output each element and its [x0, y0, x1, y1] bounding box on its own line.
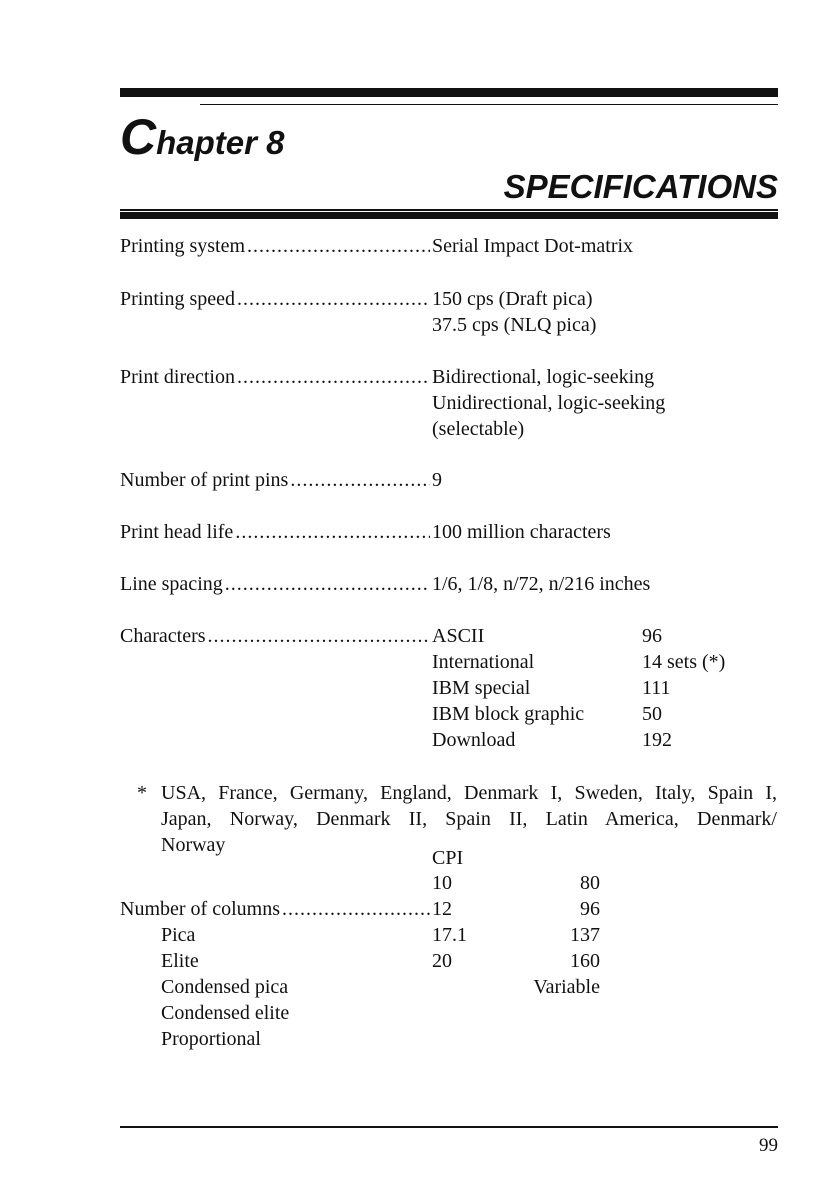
spec-values-printing-system — [432, 233, 633, 259]
column-count: 160 — [570, 950, 600, 972]
font-type: Elite — [161, 950, 199, 972]
dot-leader — [208, 623, 430, 649]
spec-label: Print direction — [120, 366, 235, 388]
spec-value: 150 cps (Draft pica) — [432, 288, 593, 310]
dot-leader — [290, 467, 430, 493]
cpi-value: 17.1 — [432, 924, 467, 946]
spec-values-printing-speed — [432, 286, 596, 338]
character-set-names — [432, 623, 584, 753]
spec-label: Print head life — [120, 521, 234, 543]
cpi-value: 12 — [432, 898, 452, 920]
column-count: Variable — [533, 976, 600, 998]
spec-row-printing-speed — [120, 286, 432, 312]
font-type: Condensed elite — [161, 1002, 290, 1024]
cpi-value: 10 — [432, 872, 452, 894]
character-set-count: 50 — [642, 703, 662, 725]
page-number: 99 — [759, 1135, 778, 1156]
spec-value: Unidirectional, logic-seeking — [432, 392, 666, 414]
title-thin-rule — [120, 209, 778, 211]
page-title: SPECIFICATIONS — [503, 168, 778, 205]
spec-value: Bidirectional, logic-seeking — [432, 366, 655, 388]
character-set-name: International — [432, 651, 535, 673]
character-set-name: Download — [432, 729, 516, 751]
spec-label: Printing speed — [120, 288, 235, 310]
spec-values-print-pins — [432, 467, 442, 493]
top-thin-rule — [200, 104, 778, 105]
footnote-line: Japan, Norway, Denmark II, Spain II, Latin America, Denmark/ — [161, 808, 777, 830]
cpi-value: 20 — [432, 950, 452, 972]
dot-leader — [235, 519, 430, 545]
spec-label: Printing system — [120, 235, 246, 257]
footnote-marker: * — [137, 782, 147, 804]
spec-row-printing-system — [120, 233, 432, 259]
spec-label: Line spacing — [120, 573, 223, 595]
title-thick-rule — [120, 212, 778, 219]
dot-leader — [225, 571, 430, 597]
spec-values-print-direction — [432, 364, 665, 442]
font-type: Proportional — [161, 1028, 261, 1050]
chapter-initial: C — [120, 109, 157, 165]
column-count: 80 — [580, 872, 600, 894]
spec-label: Characters — [120, 625, 206, 647]
spec-value: 1/6, 1/8, n/72, n/216 inches — [432, 573, 651, 595]
column-count: 137 — [570, 924, 600, 946]
spec-value: 9 — [432, 469, 442, 491]
font-type-list — [161, 922, 289, 1052]
footnote-line: USA, France, Germany, England, Denmark I, Sweden, Italy, Spain I, — [161, 782, 777, 804]
spec-row-print-direction — [120, 364, 432, 390]
character-set-counts — [642, 623, 725, 753]
character-set-count: 14 sets (*) — [642, 651, 726, 673]
dot-leader — [237, 364, 430, 390]
dot-leader — [247, 233, 430, 259]
spec-row-print-pins — [120, 467, 432, 493]
top-thick-rule — [120, 88, 778, 97]
chapter-heading — [120, 108, 284, 166]
columns-label: Number of columns — [120, 898, 280, 920]
spec-row-print-head-life — [120, 519, 432, 545]
spec-value: (selectable) — [432, 418, 525, 440]
dot-leader — [282, 896, 430, 922]
character-set-count: 96 — [642, 625, 662, 647]
character-set-count: 192 — [642, 729, 672, 751]
spec-value: Serial Impact Dot-matrix — [432, 235, 634, 257]
chapter-label: hapter 8 — [156, 124, 285, 161]
font-type: Pica — [161, 924, 196, 946]
character-set-name: IBM special — [432, 677, 531, 699]
spec-value: 100 million characters — [432, 521, 611, 543]
cpi-header: CPI — [432, 847, 464, 869]
column-count: 96 — [580, 898, 600, 920]
footer-rule — [120, 1126, 778, 1128]
spec-values-print-head-life — [432, 519, 611, 545]
spec-row-line-spacing — [120, 571, 432, 597]
spec-value: 37.5 cps (NLQ pica) — [432, 314, 597, 336]
character-set-name: ASCII — [432, 625, 485, 647]
footnote-line: Norway — [161, 834, 226, 856]
character-set-name: IBM block graphic — [432, 703, 585, 725]
spec-values-line-spacing — [432, 571, 650, 597]
spec-label: Number of print pins — [120, 469, 289, 491]
font-type: Condensed pica — [161, 976, 289, 998]
character-set-count: 111 — [642, 677, 671, 699]
cpi-values — [432, 870, 467, 974]
column-counts — [500, 870, 600, 1000]
dot-leader — [237, 286, 430, 312]
columns-row — [120, 896, 432, 922]
footnote-text — [161, 780, 777, 858]
spec-row-characters — [120, 623, 432, 649]
